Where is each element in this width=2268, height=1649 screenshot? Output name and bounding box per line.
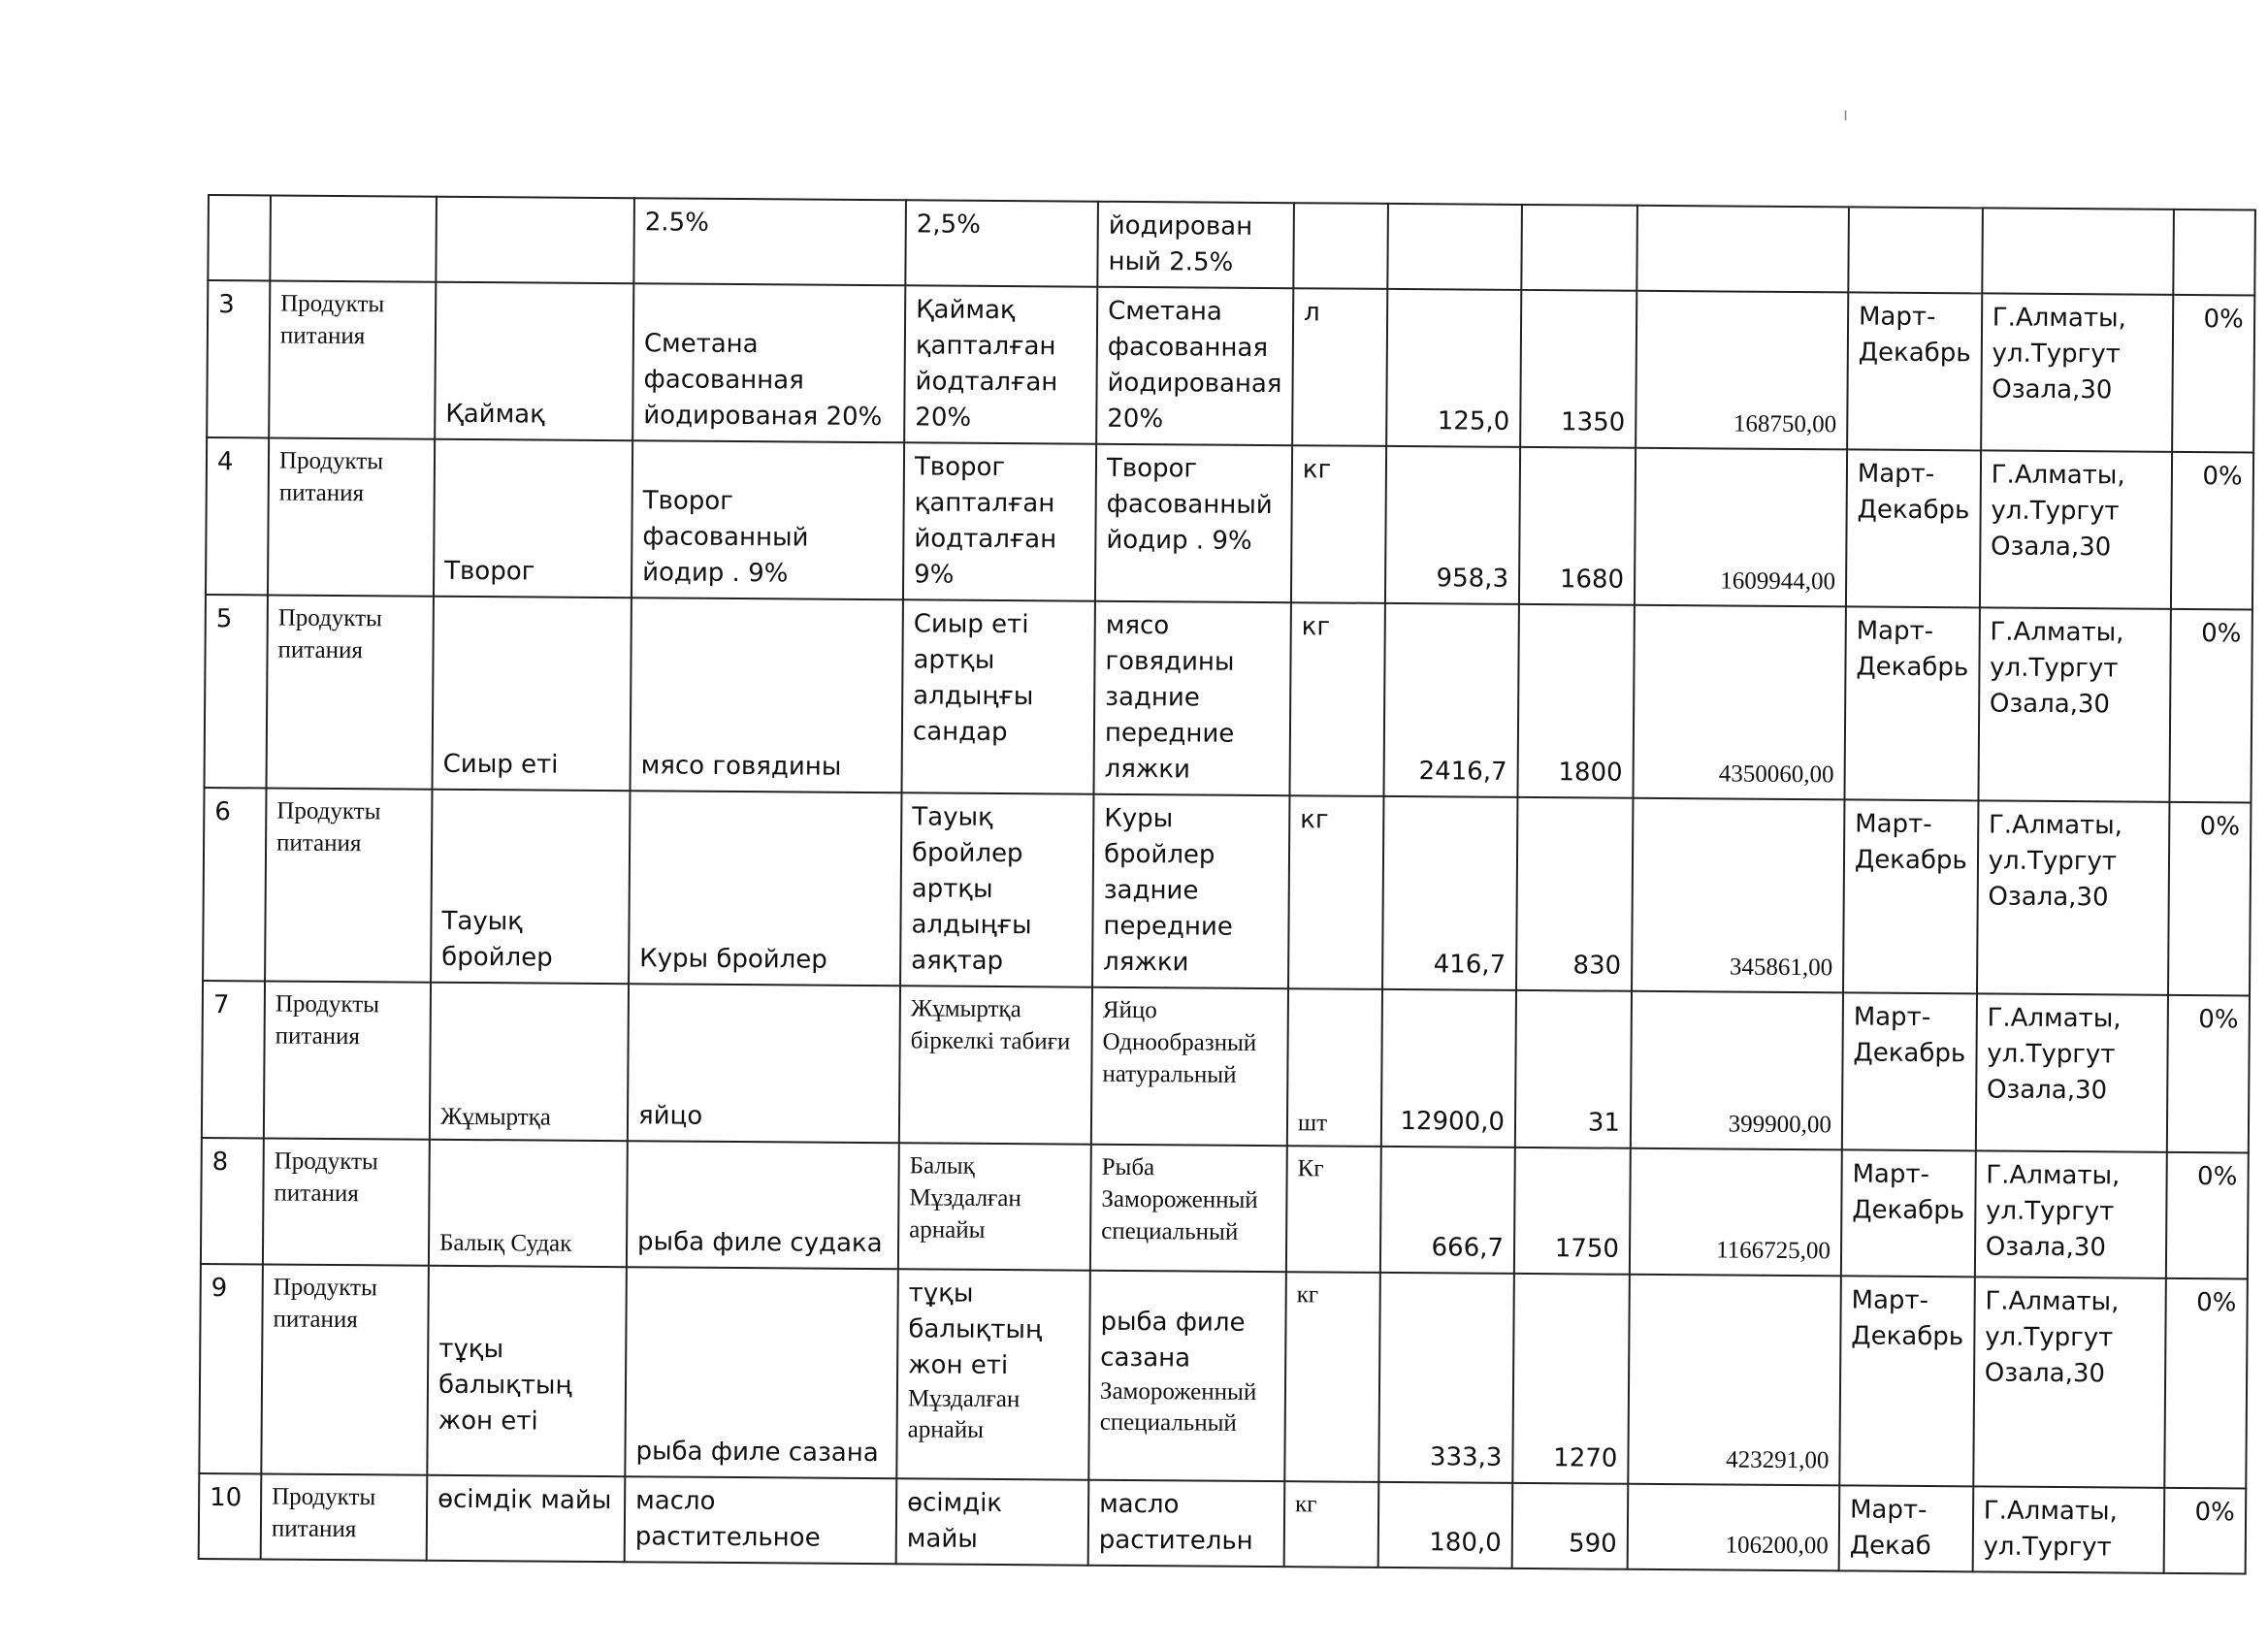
- cell-qty: 125,0: [1386, 289, 1521, 447]
- cell-name-kz: Жұмыртқа: [430, 983, 629, 1141]
- cell-sum: 1609944,00: [1635, 448, 1847, 607]
- cell-name-ru: Куры бройлер: [629, 791, 901, 986]
- cell-pct: 0%: [2169, 609, 2252, 803]
- cell-desc-kz: [896, 1269, 1090, 1479]
- cell-price: 1800: [1517, 604, 1634, 798]
- cell-price: 31: [1515, 990, 1632, 1148]
- cell-unit: кг: [1284, 1481, 1379, 1568]
- cell-qty: 958,3: [1385, 446, 1520, 604]
- cell-qty: 12900,0: [1381, 989, 1516, 1148]
- cell-period: [1848, 207, 1982, 293]
- cell-period: Март-Декабрь: [1847, 292, 1982, 450]
- cell-no: 9: [199, 1264, 263, 1473]
- cell-place: Г.Алматы, ул.Тургут: [1972, 1486, 2164, 1572]
- cell-period: Март-Декабрь: [1844, 606, 1979, 800]
- cell-name-kz: Творог: [434, 439, 632, 598]
- cell-place: Г.Алматы, ул.Тургут Озала,30: [1981, 293, 2173, 451]
- cell-category: [270, 195, 437, 281]
- procurement-table: [198, 194, 2256, 1574]
- cell-place: Г.Алматы, ул.Тургут Озала,30: [1976, 993, 2168, 1151]
- cell-desc-ru: масло растительн: [1088, 1480, 1285, 1567]
- cell-pct: 0%: [2167, 995, 2250, 1153]
- cell-name-ru: Сметана фасованная йодированая 20%: [632, 283, 905, 442]
- cell-unit: [1293, 203, 1388, 289]
- cell-desc-ru: [1088, 1271, 1285, 1481]
- cell-name-ru: масло растительное: [625, 1476, 897, 1564]
- cell-desc-kz: өсімдік майы: [896, 1478, 1089, 1565]
- cell-category: Продукты питания: [261, 1264, 429, 1474]
- cell-sum: 168750,00: [1636, 291, 1848, 450]
- table-row: [199, 1473, 2246, 1573]
- cell-qty: 180,0: [1378, 1482, 1513, 1568]
- cell-price: 1270: [1512, 1274, 1630, 1484]
- cell-desc-kz: Жұмыртқа біркелкі табиғи: [899, 986, 1092, 1144]
- cell-period: Март-Декабрь: [1839, 1276, 1974, 1486]
- cell-category: Продукты питания: [265, 788, 432, 982]
- table-row: [206, 437, 2253, 609]
- cell-qty: 333,3: [1378, 1273, 1514, 1483]
- cell-name-ru: 2.5%: [633, 198, 906, 285]
- scan-speck: ı: [1843, 105, 1849, 125]
- cell-price: [1521, 205, 1637, 291]
- cell-name-kz: Балық Судак: [429, 1140, 628, 1267]
- cell-pct: 0%: [2168, 802, 2251, 996]
- cell-price: 1750: [1514, 1148, 1631, 1275]
- cell-desc-ru: Сметана фасованная йодированая 20%: [1096, 287, 1293, 445]
- cell-name-kz: өсімдік майы: [427, 1475, 626, 1562]
- cell-unit: кг: [1288, 795, 1383, 989]
- cell-period: Март-Декаб: [1839, 1485, 1973, 1571]
- cell-no: 6: [203, 788, 266, 981]
- cell-category: Продукты питания: [261, 1473, 428, 1560]
- cell-qty: [1387, 204, 1522, 290]
- cell-no: 4: [206, 437, 269, 595]
- cell-unit: кг: [1284, 1272, 1380, 1482]
- cell-price: 1350: [1520, 290, 1636, 448]
- table-row: [203, 788, 2251, 995]
- cell-sum: 1166725,00: [1630, 1148, 1842, 1277]
- cell-sum: [1636, 206, 1849, 293]
- cell-sum: 4350060,00: [1633, 605, 1845, 800]
- cell-desc-ru: Яйцо Однообразный натуральный: [1091, 987, 1288, 1146]
- cell-desc-ru: Куры бройлер задние передние ляжки: [1092, 794, 1289, 988]
- cell-desc-kz: Балық Мұздалған арнайы: [898, 1143, 1091, 1270]
- cell-sum: 399900,00: [1631, 991, 1843, 1150]
- cell-place: Г.Алматы, ул.Тургут Озала,30: [1978, 607, 2170, 801]
- cell-desc-ru: мясо говядины задние передние ляжки: [1093, 601, 1290, 795]
- cell-pct: 0%: [2171, 452, 2253, 610]
- cell-name-ru: яйцо: [628, 984, 900, 1143]
- cell-name-ru: рыба филе сазана: [625, 1267, 898, 1478]
- table-row: [205, 595, 2252, 802]
- desc-ru-line-a: рыба филе сазана: [1100, 1307, 1246, 1374]
- table-row: [202, 981, 2250, 1152]
- cell-name-ru: рыба филе судака: [627, 1141, 899, 1269]
- cell-category: Продукты питания: [264, 981, 431, 1139]
- table-row: [201, 1138, 2249, 1278]
- cell-no: 10: [199, 1473, 262, 1559]
- cell-desc-kz: 2,5%: [905, 200, 1098, 286]
- cell-no: 3: [207, 280, 270, 437]
- cell-unit: кг: [1291, 445, 1386, 603]
- cell-place: Г.Алматы, ул.Тургут Озала,30: [1977, 800, 2169, 994]
- cell-sum: 106200,00: [1628, 1484, 1840, 1571]
- cell-unit: Кг: [1286, 1146, 1381, 1273]
- cell-category: Продукты питания: [263, 1138, 430, 1265]
- cell-qty: 416,7: [1382, 796, 1517, 990]
- cell-price: 590: [1512, 1483, 1629, 1569]
- cell-period: Март-Декабрь: [1841, 1149, 1976, 1277]
- cell-period: Март-Декабрь: [1842, 992, 1977, 1150]
- cell-period: Март-Декабрь: [1846, 449, 1981, 607]
- cell-category: Продукты питания: [268, 437, 435, 596]
- cell-desc-kz: Творог қапталған йодталған 9%: [903, 442, 1096, 600]
- cell-desc-kz: Сиыр еті артқы алдыңғы сандар: [901, 599, 1094, 793]
- cell-unit: кг: [1289, 602, 1384, 796]
- cell-unit: л: [1292, 288, 1387, 446]
- cell-name-kz: Тауық бройлер: [431, 790, 630, 984]
- cell-name-kz: [436, 197, 634, 283]
- cell-desc-kz: Тауық бройлер артқы алдыңғы аяқтар: [900, 792, 1093, 986]
- cell-desc-ru: йодирован ный 2.5%: [1097, 202, 1294, 288]
- cell-category: Продукты питания: [267, 595, 434, 789]
- cell-desc-kz: Қаймақ қапталған йодталған 20%: [904, 285, 1097, 443]
- cell-pct: [2173, 210, 2255, 296]
- cell-desc-ru: Рыба Замороженный специальный: [1090, 1145, 1287, 1272]
- cell-no: [208, 195, 271, 280]
- cell-name-ru: Творог фасованный йодир . 9%: [632, 440, 904, 599]
- cell-name-kz: Қаймақ: [435, 282, 633, 440]
- cell-no: 7: [202, 981, 265, 1138]
- cell-unit: шт: [1287, 988, 1382, 1147]
- table-row: [208, 195, 2254, 295]
- cell-sum: 423291,00: [1628, 1275, 1841, 1486]
- cell-period: Март-Декабрь: [1843, 799, 1978, 993]
- table-row: [207, 280, 2254, 452]
- cell-category: Продукты питания: [269, 280, 436, 438]
- cell-pct: 0%: [2164, 1278, 2248, 1489]
- cell-pct: 0%: [2163, 1488, 2246, 1574]
- cell-price: 1680: [1519, 447, 1636, 605]
- cell-sum: 345861,00: [1632, 798, 1844, 993]
- cell-pct: 0%: [2166, 1152, 2249, 1279]
- cell-place: Г.Алматы, ул.Тургут Озала,30: [1973, 1277, 2166, 1487]
- cell-no: 5: [205, 595, 268, 788]
- desc-kz-line-b: Мұздалған арнайы: [907, 1385, 1021, 1443]
- cell-pct: 0%: [2172, 295, 2254, 453]
- cell-place: Г.Алматы, ул.Тургут Озала,30: [1980, 450, 2172, 608]
- cell-place: [1982, 208, 2174, 294]
- cell-qty: 666,7: [1380, 1147, 1515, 1274]
- name-kz-text: тұқы балықтың жон еті: [437, 1334, 572, 1437]
- cell-name-kz: [427, 1266, 627, 1476]
- cell-place: Г.Алматы, ул.Тургут Озала,30: [1975, 1150, 2167, 1277]
- cell-price: 830: [1516, 797, 1633, 991]
- cell-desc-ru: Творог фасованный йодир . 9%: [1095, 444, 1292, 602]
- cell-name-kz: Сиыр еті: [433, 597, 632, 791]
- cell-qty: 2416,7: [1383, 603, 1518, 797]
- cell-name-ru: мясо говядины: [631, 598, 903, 792]
- desc-kz-line-a: тұқы балықтың жон еті: [908, 1278, 1043, 1381]
- cell-no: 8: [201, 1138, 264, 1264]
- table-row: [199, 1264, 2247, 1488]
- desc-ru-line-b: Замороженный специальный: [1099, 1377, 1257, 1437]
